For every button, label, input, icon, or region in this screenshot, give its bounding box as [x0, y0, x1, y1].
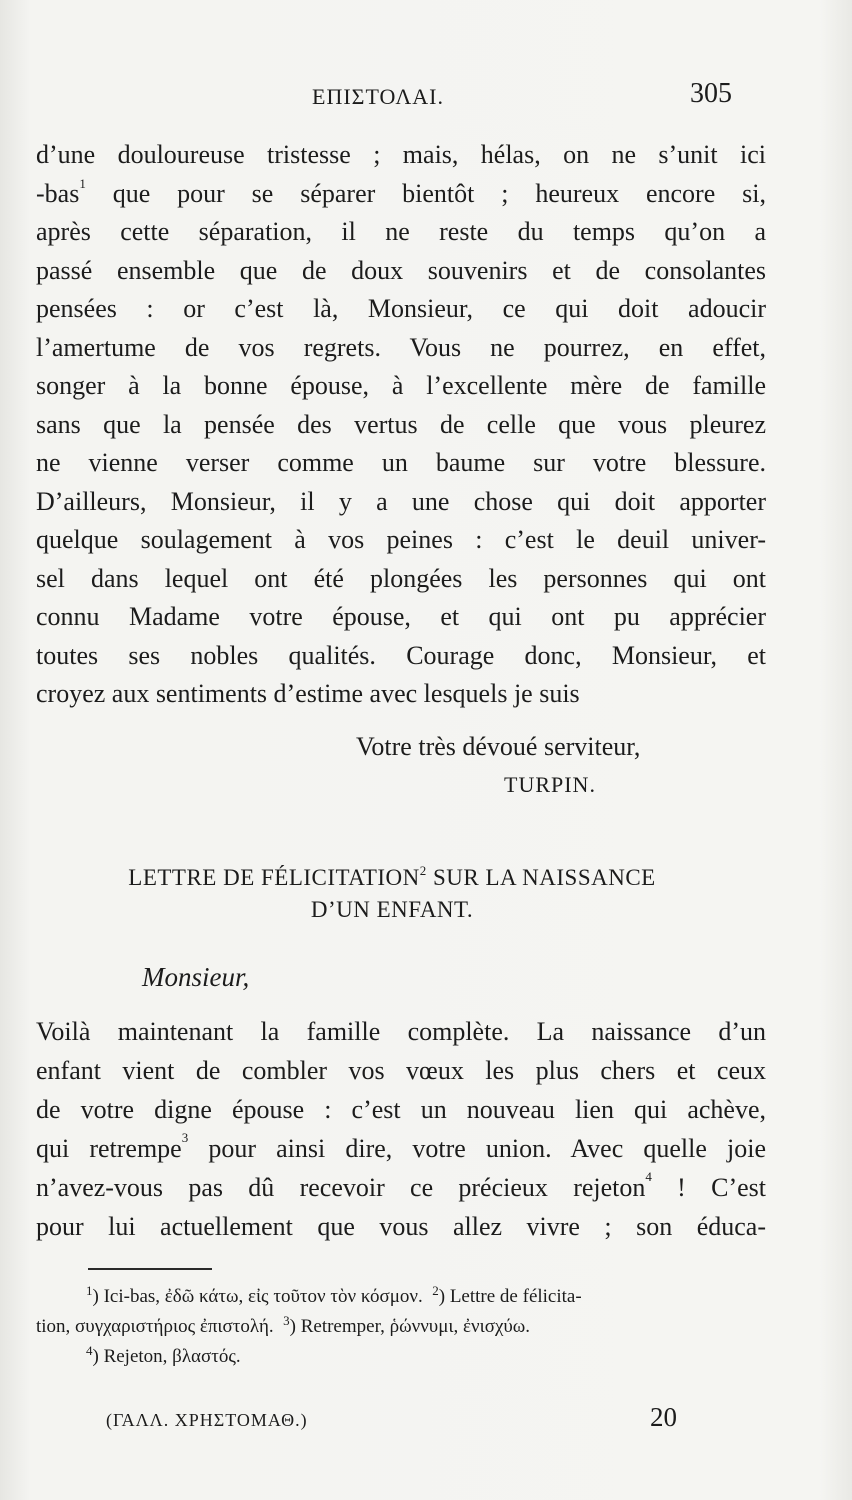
text-line [36, 1129, 766, 1168]
footnote-marker: 2 [432, 1283, 439, 1298]
title-fragment: SUR LA NAISSANCE [426, 865, 656, 890]
letter-salutation: Monsieur, [142, 962, 250, 992]
text-line [36, 1168, 766, 1207]
title-line: D’UN ENFANT. [310, 897, 474, 922]
footnote-marker: 2 [419, 863, 427, 878]
letter-signature: TURPIN. [504, 772, 596, 797]
footnote-text: ) Retremper, ῥώννυμι, ἐνισχύω. [289, 1316, 531, 1337]
text-line: D’ailleurs, Monsieur, il y a une chose qui doit apporter [36, 486, 766, 516]
running-title: ΕΠΙΣΤΟΛΑΙ. [312, 84, 444, 109]
text-line: ne vienne verser comme un baume sur votre blessure. [36, 448, 766, 477]
text-fragment: pour ainsi dire, votre union. Avec quelle joie [188, 1134, 767, 1163]
footnote-marker: 3 [181, 1130, 189, 1145]
footnote-marker: 1 [86, 1283, 93, 1298]
text-fragment: qui retrempe [36, 1134, 182, 1163]
text-line: d’une douloureuse tristesse ; mais, hélas, on ne s’unit ici [36, 140, 766, 169]
footnote-line [36, 1282, 766, 1312]
letter-closing: Votre très dévoué serviteur, [356, 732, 641, 761]
text-line: sel dans lequel ont été plongées les personnes qui ont [36, 563, 766, 593]
title-fragment: LETTRE DE FÉLICITATION [128, 865, 420, 890]
text-fragment: ! C’est [651, 1173, 766, 1202]
letter-2-body [36, 1012, 766, 1246]
text-line: pour lui actuellement que vous allez vivre ; son éduca- [36, 1212, 766, 1241]
text-line: enfant vient de combler vos vœux les plus chers et ceux [36, 1056, 766, 1085]
footnote-text: ) Rejeton, βλαστός. [92, 1346, 241, 1367]
letter-1-body [36, 136, 766, 714]
text-line: de votre digne épouse : c’est un nouveau lien qui achève, [36, 1095, 766, 1124]
page-header [0, 78, 852, 118]
text-fragment: -bas [36, 178, 80, 208]
footnote-marker: 4 [86, 1343, 93, 1358]
text-line: après cette séparation, il ne reste du temps qu’on a [36, 217, 766, 246]
footnote-line [36, 1312, 766, 1342]
footnote-marker: 1 [79, 175, 86, 191]
text-line: pensées : or c’est là, Monsieur, ce qui doit adoucir [36, 294, 766, 323]
text-line: toutes ses nobles qualités. Courage donc, Monsieur, et [36, 640, 766, 670]
text-line: l’amertume de vos regrets. Vous ne pourrez, en effet, [36, 332, 766, 362]
page-number: 305 [690, 78, 732, 109]
text-line: quelque soulagement à vos peines : c’est le deuil univer- [36, 525, 766, 554]
text-line [36, 175, 766, 214]
footnote-text: ) Lettre de félicita- [438, 1286, 582, 1307]
letter-2-title [92, 862, 692, 926]
text-line: connu Madame votre épouse, et qui ont pu apprécier [36, 602, 766, 631]
text-line: songer à la bonne épouse, à l’excellente mère de famille [36, 371, 766, 400]
footnote-marker: 4 [645, 1169, 652, 1184]
sheet-number: 20 [650, 1402, 677, 1432]
footnote-text: tion, συγχαριστήριος ἐπιστολή. [36, 1316, 274, 1337]
footnote-text: ) Ici-bas, ἐδῶ κάτω, εἰς τοῦτον τὸν κόσμον. [92, 1286, 423, 1307]
text-line: passé ensemble que de doux souvenirs et de consolantes [36, 255, 766, 285]
footnote-line [36, 1342, 766, 1372]
text-line: sans que la pensée des vertus de celle que vous pleurez [36, 409, 766, 439]
footnotes [36, 1282, 766, 1372]
text-fragment: que pour se séparer bientôt ; heureux encore si, [85, 178, 766, 208]
printer-signature-mark: (ΓΑΛΛ. ΧΡΗΣΤΟΜΑΘ.) [106, 1410, 308, 1430]
footnote-divider [88, 1268, 212, 1270]
text-fragment: n’avez-vous pas dû recevoir ce précieux rejeton [36, 1173, 646, 1202]
title-line [92, 862, 692, 894]
text-line: croyez aux sentiments d’estime avec lesquels je suis [36, 679, 580, 708]
footnote-marker: 3 [283, 1313, 290, 1328]
text-line: Voilà maintenant la famille complète. La naissance d’un [36, 1017, 766, 1046]
